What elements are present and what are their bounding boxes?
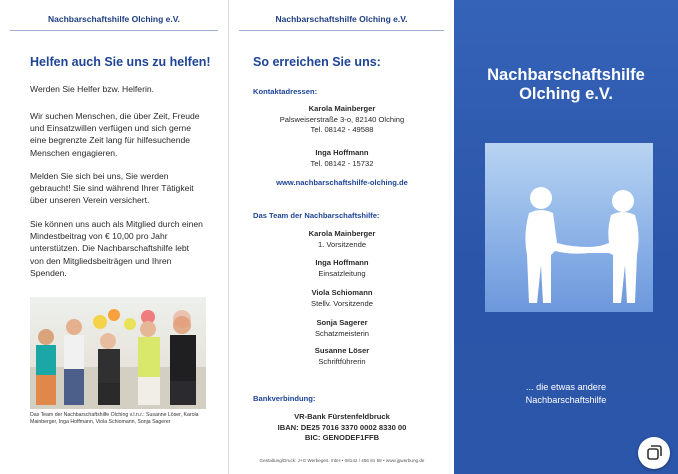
paragraph-1: Werden Sie Helfer bzw. Helferin. <box>30 84 155 94</box>
team-photo <box>30 297 206 409</box>
heading-contact: So erreichen Sie uns: <box>253 55 381 69</box>
contact-name: Karola Mainberger <box>308 104 376 113</box>
panel-middle <box>228 0 454 474</box>
member-role: Einsatzleitung <box>318 268 366 278</box>
member-name: Karola Mainberger <box>308 229 376 238</box>
team-label: Das Team der Nachbarschaftshilfe: <box>253 211 380 220</box>
paragraph-2: Wir suchen Menschen, die über Zeit, Freude und Einsatzwillen verfügen und sich gerne eine begrenzte Zeit lang für hilfesuchende Menschen engagieren. <box>30 111 200 158</box>
member-role: Schriftführerin <box>318 356 366 366</box>
member-name: Inga Hoffmann <box>315 258 369 267</box>
paragraph-3: Melden Sie sich bei uns, Sie werden gebraucht! Sie sind während Ihrer Tätigkeit über unseren Verein versichert. <box>30 171 194 206</box>
bank-details <box>229 412 455 444</box>
member-name: Sonja Sagerer <box>316 318 368 327</box>
team-member <box>229 346 455 367</box>
contact-address: Palsweiserstraße 3-o, 82140 Olching <box>279 114 405 124</box>
copy-button[interactable] <box>638 437 670 469</box>
bank-iban: IBAN: DE25 7016 3370 0002 8330 00 <box>277 422 407 432</box>
heading-help: Helfen auch Sie uns zu helfen! <box>30 55 211 69</box>
tagline-line1: ... die etwas andere <box>525 382 607 392</box>
contacts-label: Kontaktadressen: <box>253 87 318 96</box>
member-name: Viola Schiomann <box>311 288 373 297</box>
website-link[interactable]: www.nachbarschaftshilfe-olching.de <box>276 178 408 187</box>
cover-tagline <box>454 381 678 407</box>
paragraph-4: Sie können uns auch als Mitglied durch einen Mindestbeitrag von € 10,00 pro Jahr unterstützen. Die Nachbarschaftshilfe lebt von den Mitgliedsbeiträgen und Ihren Spenden. <box>30 219 203 278</box>
panel-left <box>0 0 228 474</box>
panel-header: Nachbarschaftshilfe Olching e.V. <box>48 14 180 24</box>
team-member <box>229 288 455 309</box>
bank-label: Bankverbindung: <box>253 394 316 403</box>
member-role: Stellv. Vorsitzende <box>311 298 373 308</box>
contact-phone: Tel. 08142 - 49588 <box>310 125 374 135</box>
bank-name: VR-Bank Fürstenfeldbruck <box>294 412 390 421</box>
member-role: 1. Vorsitzende <box>317 239 367 249</box>
team-member <box>229 229 455 250</box>
print-credit: Gestaltung/Druck: J+G Werbeges. mbH • 08142 / 456 81 69 • www.jgwerbung.de <box>259 458 425 463</box>
cover-title <box>454 66 678 104</box>
cover-title-line1: Nachbarschaftshilfe <box>487 66 645 84</box>
header-divider <box>10 30 218 31</box>
member-role: Schatzmeisterin <box>314 328 370 338</box>
member-name: Susanne Löser <box>314 346 370 355</box>
team-member <box>229 258 455 279</box>
header-divider <box>239 30 444 31</box>
tagline-line2: Nachbarschaftshilfe <box>525 395 607 405</box>
contact-name: Inga Hoffmann <box>315 148 369 157</box>
bank-bic: BIC: GENODEF1FFB <box>304 433 380 443</box>
copy-icon <box>638 437 670 469</box>
contact-phone: Tel. 08142 - 15732 <box>310 158 374 168</box>
team-member <box>229 318 455 339</box>
cover-title-line2: Olching e.V. <box>519 85 613 103</box>
contact-mainberger <box>229 104 455 136</box>
handshake-icon <box>485 143 653 312</box>
panel-header: Nachbarschaftshilfe Olching e.V. <box>275 14 408 24</box>
photo-caption: Das Team der Nachbarschaftshilfe Olching v.l.n.r.: Susanne Löser, Karola Mainberger, Inga Hoffmann, Viola Schiomann, Sonja Sagerer <box>30 412 199 425</box>
panel-cover <box>454 0 678 474</box>
contact-hoffmann <box>229 148 455 169</box>
